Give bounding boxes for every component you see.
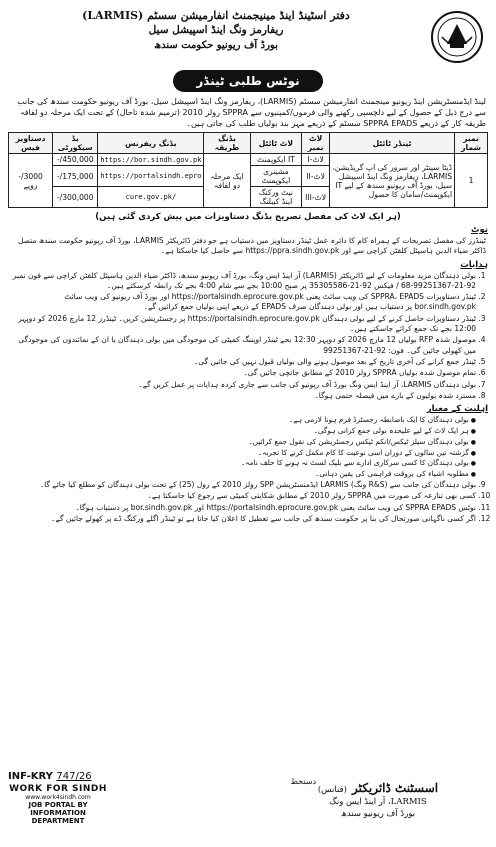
col-header: بڈنگ طریقہ — [204, 133, 250, 154]
work-for-sindh-logo: WORK FOR SINDH — [9, 784, 107, 794]
header-titles — [14, 8, 418, 53]
list-item: 9. بولی دہندگان کی جانب سے (R&S ونگ) LARMIS ایڈمنسٹریشن SPP رولز 2010 کے رول (25) کے تحت بولی دہندگان کو مطلع کیا جائے گا۔ — [8, 480, 476, 490]
inf-number: 747/26 — [56, 771, 92, 782]
lot-number: لاٹ-III — [302, 187, 330, 208]
list-item: ● بولی دہندگان کا کسی سرکاری ادارے سے بلیک لسٹ نہ ہونے کا حلف نامہ۔ — [8, 458, 476, 469]
bid-security: 175,000/- — [53, 166, 98, 187]
criteria-heading: اہلیت کے معیار — [426, 404, 488, 415]
header — [8, 6, 488, 64]
bid-security: 450,000/- — [53, 154, 98, 166]
list-item: 12. اگر کسی ناگہانی صورتحال کی بنا پر حکومت سندھ کی جانب سے تعطیل کا اعلان کیا جاتا ہے تو ٹینڈر اگلے ورکنگ ڈے پر کھولے جائیں گے۔ — [8, 514, 476, 524]
list-item: 1. بولی دہندگان مزید معلومات کے لیے ڈائریکٹر (LARMIS) آر اینڈ ایس ونگ، بورڈ آف ریونیو سندھ، ڈاکٹر ضیاء الدین ہاسپٹل کلفٹن کراچی سے فون نمبر 92-21-99251367-68 / فیکس 92-21-35305586 پر صبح 10:00 بجے سے شام 4:00 بجے تک رابطہ کرسکتے ہیں۔ — [8, 271, 476, 292]
tender-table — [8, 132, 488, 208]
col-header: بڈ سیکورٹی — [53, 133, 98, 154]
inf-code: INF-KRY — [8, 771, 53, 782]
signatory-office-line-2: بورڈ آف ریونیو سندھ — [340, 809, 416, 819]
signature-block — [268, 777, 488, 820]
list-item: ● بولی دہندگان سیلز ٹیکس/انکم ٹیکس رجسٹریشن کی نقول جمع کرائیں۔ — [8, 437, 476, 448]
intro-paragraph: لینڈ ایڈمنسٹریشن اینڈ ریونیو مینجمنٹ انفارمیشن سسٹم (LARMIS)، ریفارمز ونگ اینڈ اسپیشل سیل، بورڈ آف ریونیو حکومت سندھ کی جانب سے درج ذیل کے حصول کے لیے دلچسپی رکھنے والی فرموں/کمپنیوں سے SPPRA رولز 2010 (ترمیم شدہ تاحال) کے تحت ایک مرحلہ دو لفافہ طریقہ کار کے ذریعے SPPRA EPADS سسٹم کے ذریعے مہر بند بولیاں طلب کی جاتی ہیں۔ — [17, 97, 486, 128]
list-item: ● گزشتہ تین سالوں کے دوران اسی نوعیت کا کام مکمل کرنے کا تجربہ۔ — [8, 448, 476, 459]
more-instructions-list — [8, 480, 488, 524]
document-fee: 3000/- روپے — [9, 154, 53, 208]
list-item: 11. نوٹس SPPRA EPADS کی ویب سائٹ یعنی https://portalsindh.eprocure.gov.pk اور bor.sindh.gov.pk پر دستیاب ہوگا۔ — [8, 503, 476, 513]
information-department-line: INFORMATION DEPARTMENT — [30, 809, 86, 825]
signatory-title: اسسٹنٹ ڈائریکٹر — [352, 781, 439, 795]
list-item: 10. کسی بھی تنازعہ کی صورت میں SPPRA رولز 2010 کے مطابق شکایتی کمیٹی سے رجوع کیا جاسکتا ہے۔ — [8, 491, 476, 501]
signatory-title-note: (فنانس) — [317, 785, 347, 795]
row-number: 1 — [455, 154, 488, 208]
lot-title: مشینری ایکوپمنٹ — [250, 166, 302, 187]
header-line-3: بورڈ آف ریونیو حکومت سندھ — [154, 40, 278, 51]
bidding-reference-link[interactable]: https://portalsindh.epro — [98, 166, 204, 187]
instructions-list — [8, 271, 488, 402]
list-item: 7. بولی دہندگان LARMIS، آر اینڈ ایس ونگ بورڈ آف ریونیو کی جانب سے جاری کردہ ہدایات پر عمل کریں گے۔ — [8, 380, 476, 390]
table-row — [9, 154, 488, 166]
table-header-row — [9, 133, 488, 154]
footer — [8, 771, 488, 841]
col-header: ٹینڈر ٹائٹل — [330, 133, 455, 154]
note-text: ٹینڈرز کی مفصل تصریحات کے ہمراہ کام کا دائرہ عمل ٹینڈر دستاویز میں دستیاب ہے جو دفتر ڈائریکٹر LARMIS، بورڈ آف ریونیو حکومت سندھ متصل ڈاکٹر ضیاء الدین ہاسپٹل کلفٹن کراچی سے اور https://ppra.sindh.gov.pk سے حاصل کیا جاسکتا ہے۔ — [17, 236, 486, 256]
lot-title: IT ایکوپمنٹ — [250, 154, 302, 166]
list-item: ● بولی دہندگان کا ایک باضابطہ رجسٹرڈ فرم ہونا لازمی ہے۔ — [8, 415, 476, 426]
list-item: 2. ٹینڈر دستاویزات SPPRA، EPADS کی ویب سائٹ یعنی https://portalsindh.eprocure.gov.pk اور بورڈ آف ریونیو کی ویب سائٹ bor.sindh.gov.pk پر دستیاب ہیں اور بولی دہندگان صرف EPADS کے ذریعے اپنی بولیاں جمع کرائیں گے۔ — [8, 292, 476, 313]
bidding-reference-link[interactable]: cure.gov.pk/ — [98, 187, 204, 208]
criteria-list — [8, 415, 488, 480]
signature-by: دستخط — [290, 777, 316, 786]
list-item: 4. موصول شدہ RFP بولیاں 12 مارچ 2026 کو دوپہر 12:30 بجے ٹینڈر اوپننگ کمیٹی کی موجودگی میں بولی دہندگان یا ان کے نمائندوں کی موجودگی میں کھولی جائیں گی۔ فون: 92-21-99251367 — [8, 335, 476, 356]
list-item: 6. تمام موصول شدہ بولیاں SPPRA رولز 2010 کے مطابق جانچی جائیں گی۔ — [8, 368, 476, 378]
inf-reference — [8, 771, 108, 782]
col-header: نمبر شمار — [455, 133, 488, 154]
col-header: لاٹ نمبر — [302, 133, 330, 154]
lot-title: نیٹ ورکنگ اینڈ کیبلنگ — [250, 187, 302, 208]
list-item: 8. مسترد شدہ بولیوں کے بارے میں فیصلہ حتمی ہوگا۔ — [8, 391, 476, 401]
lot-details-note: (ہر ایک لاٹ کی مفصل تصریح بڈنگ دستاویزات میں پیش کردی گئی ہیں) — [95, 212, 401, 222]
tender-title: ڈیٹا سینٹر اور سرور کی اپ گریڈیشن، LARMIS، ریفارمز ونگ اینڈ اسپیشل سیل، بورڈ آف ریونیو سندھ کے لیے IT ایکوپمنٹ/سامان کا حصول — [330, 154, 455, 208]
list-item: 3. ٹینڈر دستاویزات حاصل کرنے کے لیے بولی دہندگان https://portalsindh.eprocure.gov.pk پر رجسٹریشن کریں۔ ٹینڈرز 12 مارچ 2026 کو دوپہر 12:00 بجے تک جمع کرائے جاسکتے ہیں۔ — [8, 314, 476, 335]
list-item: ● مطلوبہ اشیاء کی بروقت فراہمی کی یقین دہانی۔ — [8, 469, 476, 480]
work-for-sindh-url: www.work4sindh.com — [25, 794, 91, 801]
lot-number: لاٹ-I — [302, 154, 330, 166]
header-line-2: ریفارمز ونگ اینڈ اسپیشل سیل — [148, 24, 284, 36]
bid-security: 300,000/- — [53, 187, 98, 208]
col-header: لاٹ ٹائٹل — [250, 133, 302, 154]
note-heading: نوٹ — [470, 225, 488, 235]
lot-number: لاٹ-II — [302, 166, 330, 187]
bidding-reference-link[interactable]: https://bor.sindh.gov.pk — [98, 154, 204, 166]
col-header: دستاویز فیس — [9, 133, 53, 154]
col-header: بڈنگ ریفرنس — [98, 133, 204, 154]
list-item: 5. ٹینڈر جمع کرانے کی آخری تاریخ کے بعد موصول ہونے والی بولیاں قبول نہیں کی جائیں گی۔ — [8, 357, 476, 367]
government-seal-icon — [430, 10, 484, 64]
list-item: ● ہر ایک لاٹ کے لیے علیحدہ بولی جمع کرانی ہوگی۔ — [8, 426, 476, 437]
job-portal-block — [8, 771, 108, 825]
header-line-1: دفتر اسٹینڈ اینڈ مینیجمنٹ انفارمیشن سسٹم (LARMIS) — [82, 9, 350, 22]
job-portal-line: JOB PORTAL BY — [28, 801, 88, 809]
notice-banner: نوٹس طلبی ٹینڈر — [173, 70, 323, 92]
signatory-office-line-1: LARMIS، آر اینڈ ایس ونگ — [329, 797, 427, 807]
instructions-heading: ہدایات — [460, 259, 488, 270]
bidding-method: ایک مرحلہ دو لفافہ — [204, 154, 250, 208]
